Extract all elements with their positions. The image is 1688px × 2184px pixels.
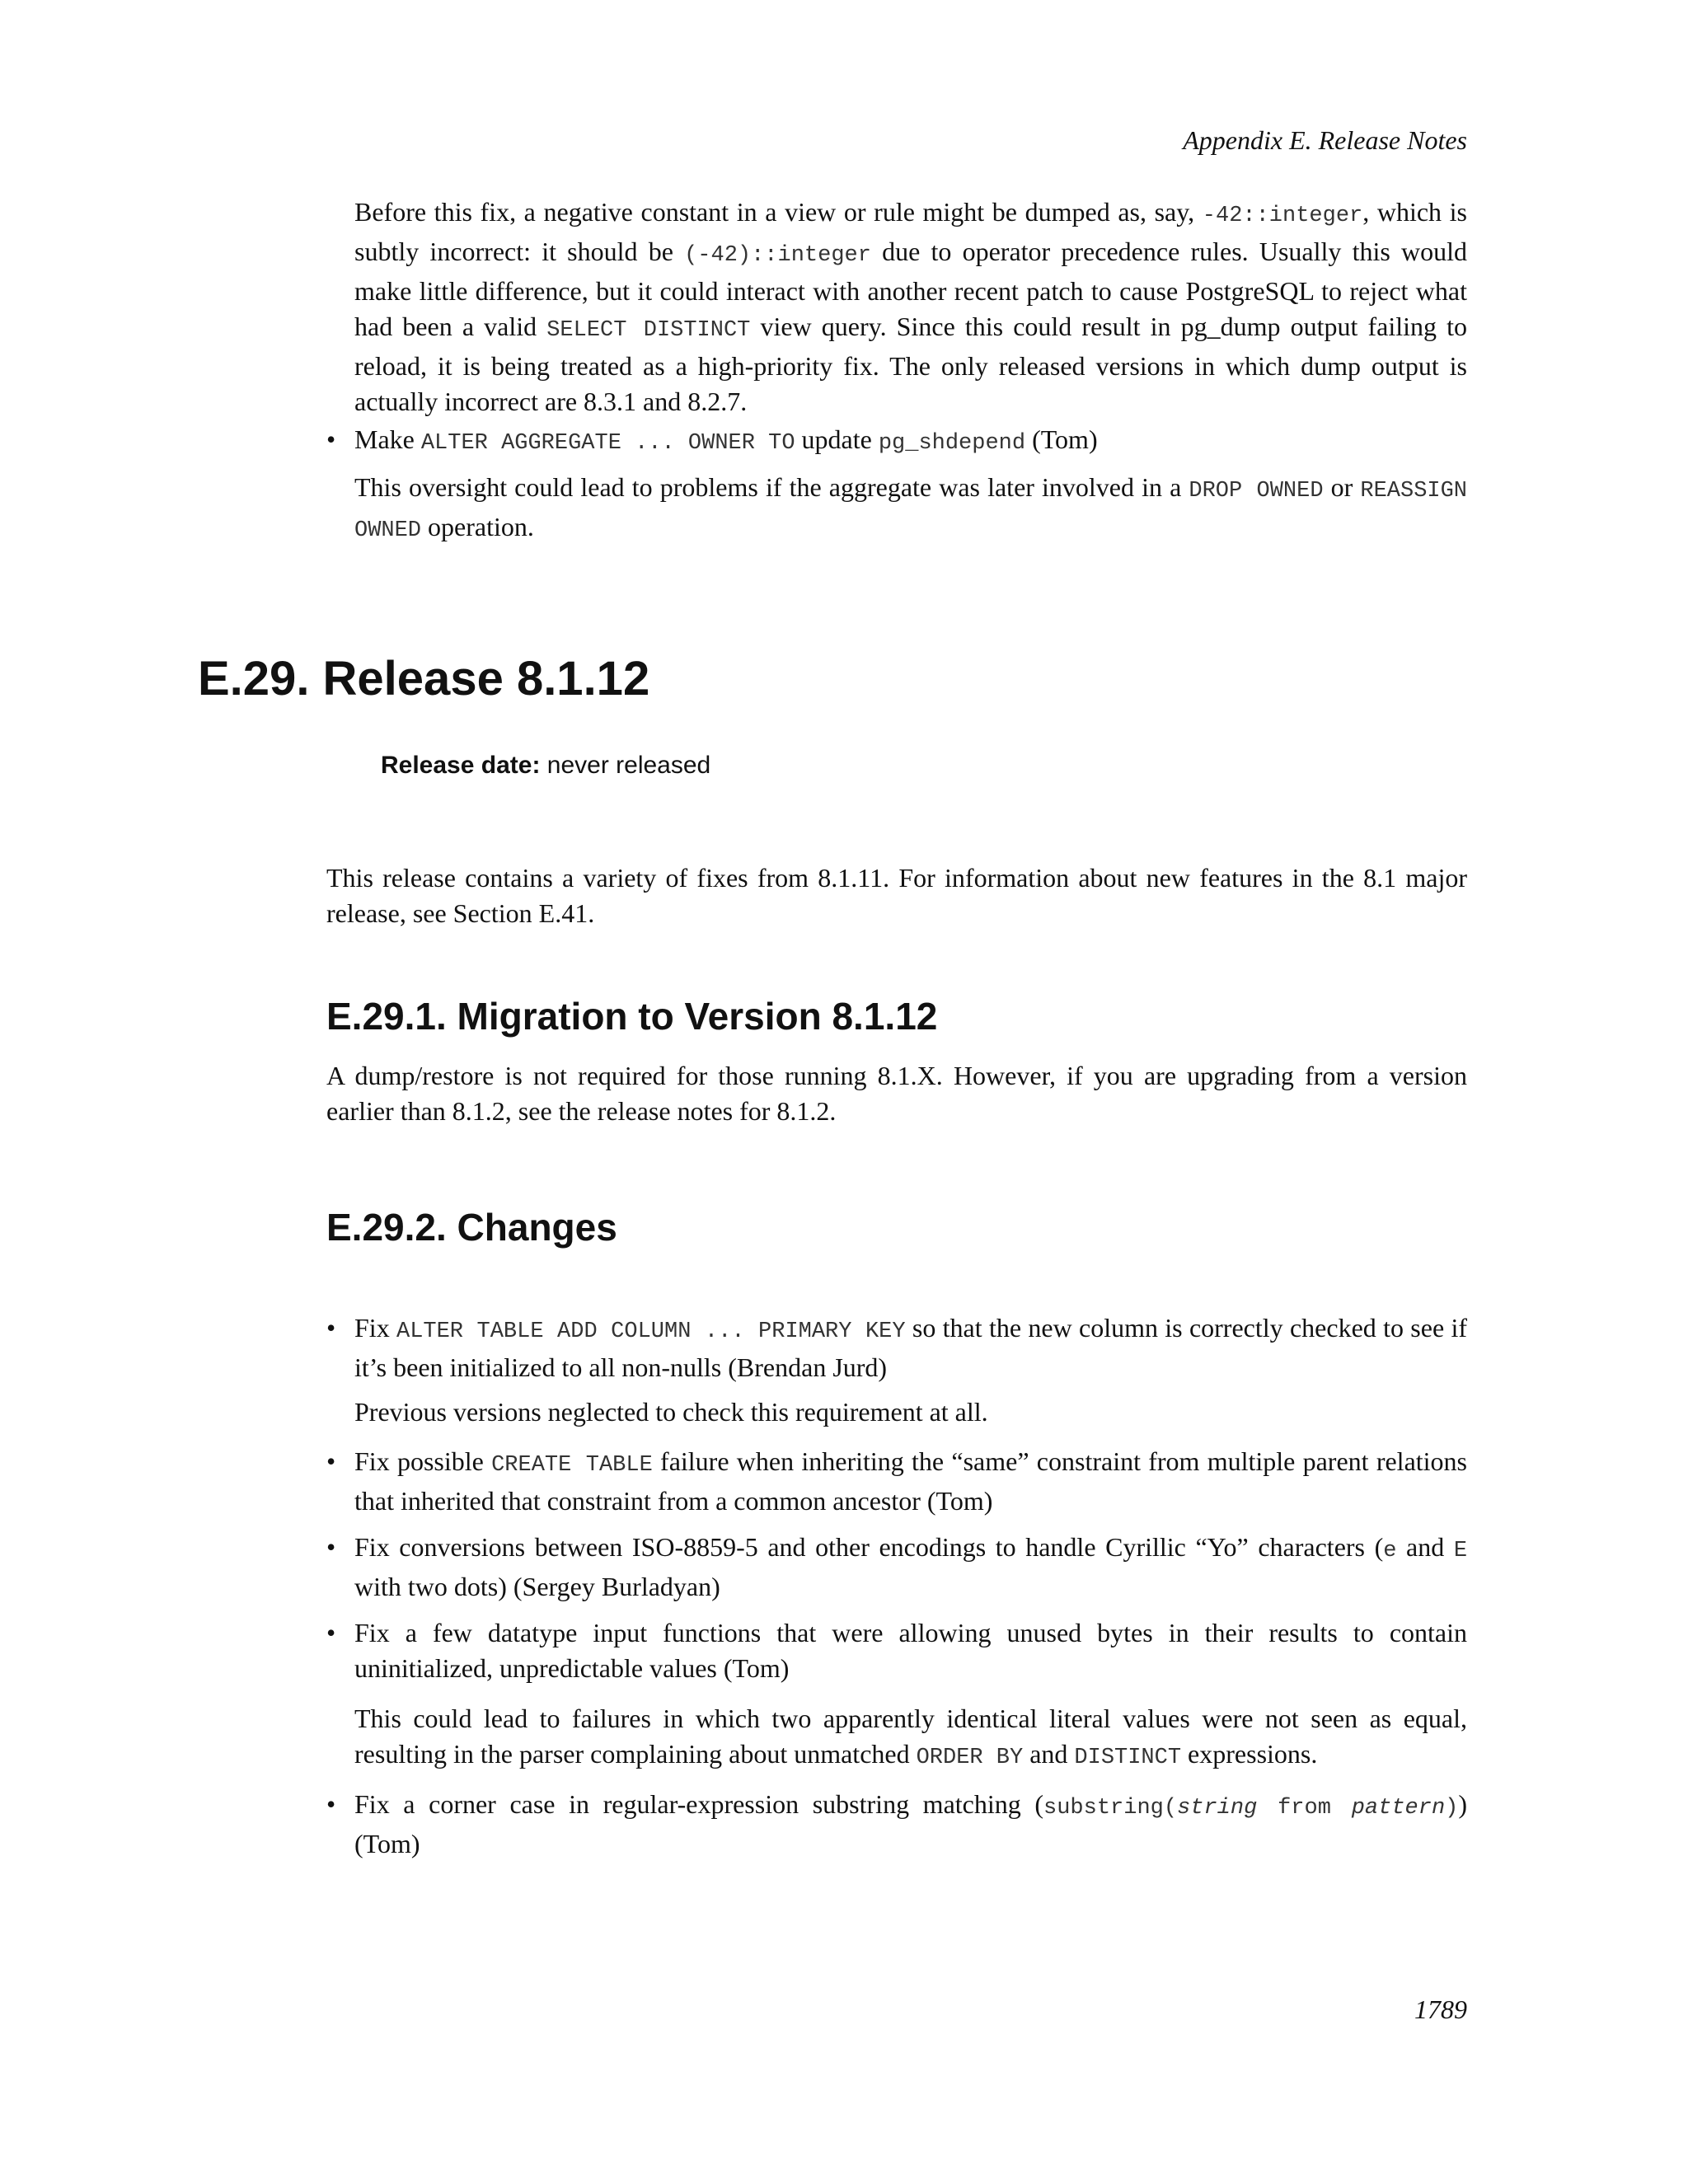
release-date-label: Release date:	[381, 752, 541, 779]
text: and	[1023, 1739, 1075, 1769]
text: Before this fix, a negative constant in a view or rule might be dumped as, say,	[354, 197, 1203, 227]
release-date-value: never released	[540, 752, 711, 779]
bullet-marker: •	[326, 1789, 336, 1819]
list-item	[354, 1530, 1467, 1605]
code: -42::integer	[1202, 204, 1363, 228]
code: ORDER BY	[916, 1746, 1024, 1770]
text: operation.	[421, 512, 534, 541]
code: SELECT DISTINCT	[546, 318, 751, 343]
code: )	[1445, 1796, 1459, 1821]
list-item	[354, 1787, 1467, 1862]
text: This could lead to failures in which two apparently identical literal values were not seen as equal, resulting in the parser complaining about unmatched	[354, 1704, 1467, 1769]
text: expressions.	[1181, 1739, 1318, 1769]
text: Make	[354, 424, 421, 454]
text: due to operator precedence rules. Usually this would make little difference, but it could interact with another recent patch to cause PostgreSQL to reject what had been a valid	[354, 237, 1467, 341]
list-item	[354, 1310, 1467, 1385]
bullet-marker: •	[326, 1618, 336, 1647]
code: DISTINCT	[1074, 1746, 1182, 1770]
page-number: 1789	[1414, 1994, 1467, 2024]
bullet-marker: •	[326, 1446, 336, 1476]
code: substring(	[1043, 1796, 1178, 1821]
code: pg_shdepend	[878, 431, 1026, 456]
bullet-marker: •	[326, 1532, 336, 1562]
list-item-note: Previous versions neglected to check this requirement at all.	[354, 1397, 988, 1427]
list-item	[354, 1444, 1467, 1519]
text: update	[795, 424, 879, 454]
migration-title: E.29.1. Migration to Version 8.1.12	[326, 995, 938, 1038]
text: failure when inheriting the “same” constraint from multiple parent relations that inherited that constraint from a common ancestor (Tom)	[354, 1446, 1468, 1516]
code: ALTER AGGREGATE ... OWNER TO	[420, 431, 795, 456]
code: ALTER TABLE ADD COLUMN ... PRIMARY KEY	[396, 1319, 906, 1344]
text: so that the new column is correctly checked to see if it’s been initialized to all non-nulls (Brendan Jurd)	[354, 1313, 1467, 1382]
section-intro: This release contains a variety of fixes from 8.1.11. For information about new features in the 8.1 major release, see Section E.41.	[326, 863, 1467, 928]
code: DROP OWNED	[1189, 479, 1324, 504]
list-item: Fix a few datatype input functions that were allowing unused bytes in their results to contain uninitialized, unpredictable values (Tom)	[354, 1618, 1467, 1683]
code: E	[1453, 1539, 1468, 1563]
section-title: E.29. Release 8.1.12	[198, 652, 650, 705]
code-italic: string	[1177, 1796, 1258, 1821]
code: REASSIGN OWNED	[354, 479, 1468, 543]
code: (-42)::integer	[684, 243, 871, 268]
code: e	[1383, 1539, 1397, 1563]
code: from	[1257, 1796, 1352, 1821]
continuation-paragraph	[354, 194, 1467, 419]
text: or	[1323, 472, 1361, 502]
text: and	[1396, 1532, 1454, 1562]
text: ) (Tom)	[354, 1789, 1468, 1858]
text: view query. Since this could result in pg_dump output failing to reload, it is being treated as a high-priority fix. The only released versions in which dump output is actually incorrect are 8.3.1 and 8.2.7.	[354, 312, 1468, 416]
changes-title: E.29.2. Changes	[326, 1206, 617, 1249]
list-item	[354, 422, 1467, 462]
text: Fix a corner case in regular-expression substring matching (	[354, 1789, 1044, 1819]
text: (Tom)	[1025, 424, 1098, 454]
migration-text: A dump/restore is not required for those running 8.1.X. However, if you are upgrading from a version earlier than 8.1.2, see the release notes for 8.1.2.	[326, 1061, 1467, 1126]
code: CREATE TABLE	[491, 1453, 653, 1478]
list-item-note	[354, 1701, 1467, 1776]
text: Fix possible	[354, 1446, 492, 1476]
bullet-marker: •	[326, 424, 336, 454]
text: Fix	[354, 1313, 396, 1343]
running-header: Appendix E. Release Notes	[1183, 125, 1467, 155]
text: with two dots) (Sergey Burladyan)	[354, 1572, 720, 1601]
release-date	[381, 752, 710, 780]
bullet-marker: •	[326, 1313, 336, 1343]
code-italic: pattern	[1351, 1796, 1446, 1821]
list-item-note	[354, 470, 1467, 549]
text: Fix conversions between ISO-8859-5 and other encodings to handle Cyrillic “Yo” characters (	[354, 1532, 1384, 1562]
text: This oversight could lead to problems if the aggregate was later involved in a	[354, 472, 1189, 502]
text: , which is subtly incorrect: it should be	[354, 197, 1468, 266]
